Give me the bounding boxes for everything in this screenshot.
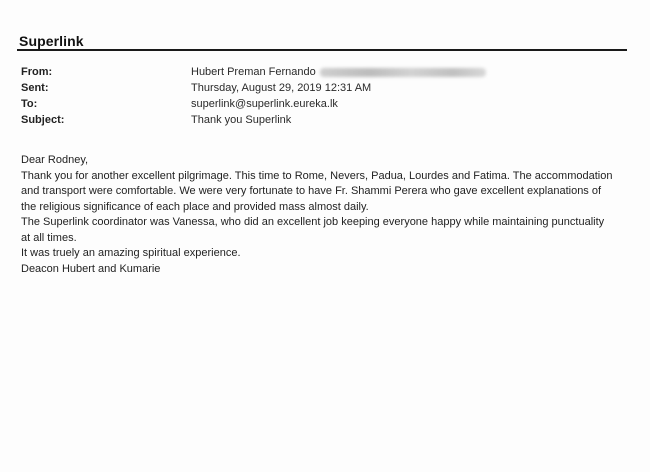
from-value	[191, 64, 486, 80]
redacted-email-address	[320, 68, 486, 77]
from-name: Hubert Preman Fernando	[191, 66, 316, 78]
body-line: and transport were comfortable. We were very fortunate to have Fr. Shammi Perera who gave excellent explanations of	[21, 185, 602, 197]
sent-value: Thursday, August 29, 2019 12:31 AM	[191, 82, 372, 94]
body-line: at all times.	[21, 231, 77, 244]
greeting-line: Dear Rodney,	[21, 154, 89, 166]
header-divider	[17, 49, 627, 51]
sent-label: Sent:	[21, 82, 49, 94]
body-line: Thank you for another excellent pilgrimage. This time to Rome, Nevers, Padua, Lourdes and Fatima. The accommodation	[21, 169, 613, 182]
subject-value: Thank you Superlink	[191, 114, 292, 126]
signature-line: Deacon Hubert and Kumarie	[21, 262, 161, 275]
email-body	[21, 153, 631, 277]
body-line: The Superlink coordinator was Vanessa, who did an excellent job keeping everyone happy while maintaining punctuality	[21, 216, 605, 228]
to-value: superlink@superlink.eureka.lk	[191, 98, 338, 110]
brand-title: Superlink	[19, 33, 84, 49]
from-label: From:	[21, 66, 53, 78]
to-label: To:	[21, 98, 38, 110]
body-line: It was truely an amazing spiritual experience.	[21, 247, 241, 259]
body-line: the religious significance of each place and provided mass almost daily.	[21, 200, 369, 213]
subject-label: Subject:	[21, 114, 65, 126]
